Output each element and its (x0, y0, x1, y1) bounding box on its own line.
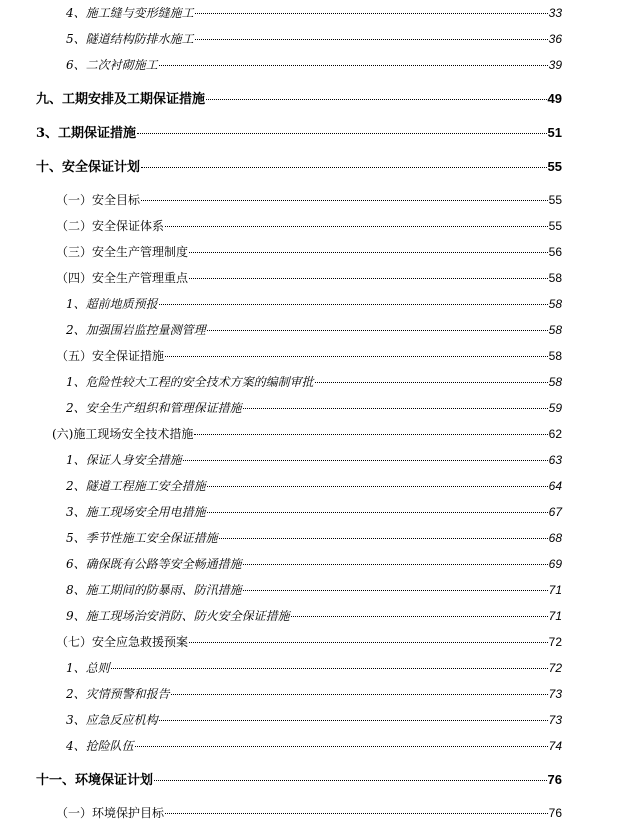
toc-leader-dots (159, 65, 548, 66)
toc-entry-title: 十一、环境保证计划 (36, 773, 154, 788)
toc-entry-page: 68 (548, 531, 562, 545)
toc-leader-dots (189, 278, 548, 279)
toc-entry-title: 2、隧道工程施工安全措施 (66, 479, 206, 493)
toc-entry-page: 72 (548, 635, 562, 649)
toc-leader-dots (194, 434, 547, 435)
toc-entry[interactable] (56, 243, 562, 261)
toc-entry-title: 九、工期安排及工期保证措施 (36, 92, 206, 107)
toc-entry-page: 74 (548, 739, 562, 753)
toc-leader-dots (165, 813, 548, 814)
toc-entry-page: 58 (548, 349, 562, 363)
toc-leader-dots (165, 226, 548, 227)
toc-entry-title: (六)施工现场安全技术措施 (52, 427, 194, 441)
toc-leader-dots (243, 590, 548, 591)
toc-entry-title: 十、安全保证计划 (36, 160, 141, 175)
toc-entry-title: 5、隧道结构防排水施工 (66, 32, 194, 46)
toc-leader-dots (135, 746, 548, 747)
toc-entry-page: 36 (548, 32, 562, 46)
toc-leader-dots (206, 99, 547, 100)
toc-entry[interactable] (52, 425, 562, 443)
toc-entry-page: 55 (547, 159, 562, 174)
toc-entry-title: 3、应急反应机构 (66, 713, 158, 727)
toc-leader-dots (141, 200, 548, 201)
toc-entry-page: 58 (548, 323, 562, 337)
toc-entry-title: 1、总则 (66, 661, 110, 675)
toc-leader-dots (207, 512, 548, 513)
toc-entry[interactable] (66, 555, 562, 573)
toc-entry[interactable] (36, 90, 562, 108)
toc-entry-title: 1、危险性较大工程的安全技术方案的编制审批 (66, 375, 314, 389)
toc-entry[interactable] (66, 529, 562, 547)
toc-leader-dots (141, 167, 547, 168)
toc-entry[interactable] (66, 30, 562, 48)
toc-entry-title: 2、安全生产组织和管理保证措施 (66, 401, 242, 415)
toc-entry-page: 55 (548, 219, 562, 233)
toc-entry-page: 63 (548, 453, 562, 467)
toc-entry-page: 67 (548, 505, 562, 519)
toc-entry-page: 71 (548, 609, 562, 623)
toc-leader-dots (159, 304, 548, 305)
toc-leader-dots (171, 694, 548, 695)
toc-entry-page: 39 (548, 58, 562, 72)
toc-leader-dots (111, 668, 548, 669)
toc-entry[interactable] (56, 217, 562, 235)
toc-entry[interactable] (56, 347, 562, 365)
toc-entry[interactable] (36, 771, 562, 789)
toc-entry-page: 58 (548, 271, 562, 285)
toc-entry-page: 71 (548, 583, 562, 597)
toc-entry-title: 1、超前地质预报 (66, 297, 158, 311)
toc-entry[interactable] (66, 373, 562, 391)
toc-entry-page: 58 (548, 375, 562, 389)
toc-entry-page: 58 (548, 297, 562, 311)
toc-leader-dots (243, 408, 548, 409)
toc-entry[interactable] (66, 737, 562, 755)
toc-entry-page: 59 (548, 401, 562, 415)
toc-entry[interactable] (66, 321, 562, 339)
toc-entry[interactable] (66, 451, 562, 469)
toc-leader-dots (165, 356, 548, 357)
toc-entry-title: 4、抢险队伍 (66, 739, 134, 753)
toc-entry[interactable] (66, 56, 562, 74)
toc-leader-dots (159, 720, 548, 721)
toc-entry-title: （二）安全保证体系 (56, 219, 165, 233)
toc-entry[interactable] (56, 633, 562, 651)
toc-leader-dots (207, 486, 548, 487)
toc-entry-title: （五）安全保证措施 (56, 349, 165, 363)
toc-entry-page: 33 (548, 6, 562, 20)
toc-entry-title: （一）安全目标 (56, 193, 141, 207)
toc-leader-dots (291, 616, 548, 617)
toc-entry[interactable] (56, 191, 562, 209)
toc-leader-dots (189, 642, 548, 643)
toc-entry-title: 8、施工期间的防暴雨、防汛措施 (66, 583, 242, 597)
toc-entry-page: 69 (548, 557, 562, 571)
toc-leader-dots (195, 13, 548, 14)
toc-entry-page: 49 (547, 91, 562, 106)
toc-entry-title: 3、工期保证措施 (36, 126, 137, 141)
toc-entry[interactable] (66, 295, 562, 313)
toc-entry[interactable] (66, 711, 562, 729)
toc-entry-title: 6、二次衬砌施工 (66, 58, 158, 72)
toc-entry[interactable] (36, 158, 562, 176)
toc-entry-title: （一）环境保护目标 (56, 806, 165, 820)
toc-leader-dots (195, 39, 548, 40)
toc-entry-page: 55 (548, 193, 562, 207)
toc-entry-title: （三）安全生产管理制度 (56, 245, 189, 259)
toc-leader-dots (183, 460, 548, 461)
toc-entry-page: 76 (548, 806, 562, 820)
toc-entry-page: 76 (547, 772, 562, 787)
toc-entry-title: 1、保证人身安全措施 (66, 453, 182, 467)
toc-entry-title: 4、施工缝与变形缝施工 (66, 6, 194, 20)
toc-leader-dots (207, 330, 548, 331)
toc-entry[interactable] (66, 659, 562, 677)
toc-leader-dots (315, 382, 548, 383)
toc-entry-page: 72 (548, 661, 562, 675)
toc-entry-page: 62 (548, 427, 562, 441)
toc-entry[interactable] (56, 804, 562, 822)
toc-entry-title: 6、确保既有公路等安全畅通措施 (66, 557, 242, 571)
toc-leader-dots (243, 564, 548, 565)
toc-entry[interactable] (66, 477, 562, 495)
toc-entry[interactable] (66, 4, 562, 22)
toc-leader-dots (154, 780, 547, 781)
toc-entry-page: 51 (547, 125, 562, 140)
toc-entry[interactable] (56, 269, 562, 287)
toc-entry-title: 9、施工现场治安消防、防火安全保证措施 (66, 609, 290, 623)
toc-entry[interactable] (36, 124, 562, 142)
toc-entry[interactable] (66, 581, 562, 599)
toc-entry[interactable] (66, 399, 562, 417)
toc-entry-page: 64 (548, 479, 562, 493)
toc-entry-page: 73 (548, 713, 562, 727)
toc-entry-title: 3、施工现场安全用电措施 (66, 505, 206, 519)
toc-leader-dots (219, 538, 548, 539)
toc-entry-title: （四）安全生产管理重点 (56, 271, 189, 285)
toc-entry-title: 5、季节性施工安全保证措施 (66, 531, 218, 545)
toc-entry-title: 2、加强围岩监控量测管理 (66, 323, 206, 337)
toc-entry-page: 73 (548, 687, 562, 701)
toc-leader-dots (189, 252, 548, 253)
toc-leader-dots (137, 133, 546, 134)
toc-entry[interactable] (66, 685, 562, 703)
toc-entry-title: （七）安全应急救援预案 (56, 635, 189, 649)
toc-entry-page: 56 (548, 245, 562, 259)
toc-entry[interactable] (66, 503, 562, 521)
toc-entry[interactable] (66, 607, 562, 625)
toc-entry-title: 2、灾情预警和报告 (66, 687, 170, 701)
